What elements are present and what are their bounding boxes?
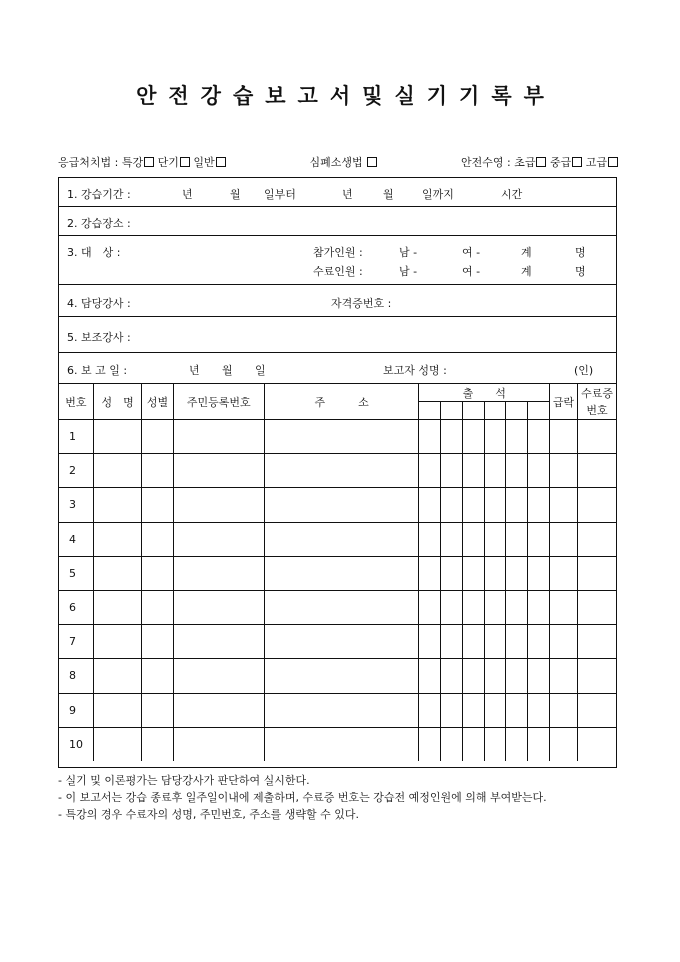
table-cell[interactable]	[484, 693, 506, 727]
table-cell[interactable]	[578, 420, 616, 454]
table-cell[interactable]	[578, 625, 616, 659]
table-cell[interactable]	[462, 590, 484, 624]
table-cell[interactable]	[142, 522, 173, 556]
table-cell[interactable]	[578, 556, 616, 590]
table-cell[interactable]	[528, 659, 550, 693]
male-label: 남 -	[399, 265, 418, 278]
completed-label: 수료인원 :	[313, 265, 363, 278]
table-cell[interactable]	[578, 659, 616, 693]
table-cell[interactable]	[578, 488, 616, 522]
table-cell[interactable]	[419, 693, 441, 727]
table-cell[interactable]	[528, 454, 550, 488]
year-label: 년	[342, 188, 353, 201]
table-cell[interactable]	[93, 625, 142, 659]
table-row	[59, 727, 616, 761]
total-label: 계	[521, 265, 532, 278]
table-cell[interactable]	[264, 420, 419, 454]
title-char: 기	[426, 83, 448, 108]
year-label: 년	[182, 188, 193, 201]
header-cert-number: 수료증 번호	[578, 384, 616, 420]
title-char: 습	[232, 83, 254, 108]
table-cell[interactable]	[173, 625, 264, 659]
table-cell[interactable]	[506, 556, 528, 590]
page-title	[0, 80, 680, 110]
table-cell[interactable]	[419, 727, 441, 761]
table-cell[interactable]	[506, 590, 528, 624]
table-cell[interactable]	[578, 727, 616, 761]
title-char: 서	[329, 83, 351, 108]
table-cell[interactable]	[264, 727, 419, 761]
table-cell[interactable]	[93, 454, 142, 488]
table-cell[interactable]	[578, 590, 616, 624]
title-char: 부	[523, 83, 544, 108]
table-cell[interactable]	[441, 659, 463, 693]
table-cell[interactable]	[173, 556, 264, 590]
table-cell[interactable]	[484, 727, 506, 761]
table-cell[interactable]	[173, 590, 264, 624]
table-cell[interactable]	[441, 727, 463, 761]
table-cell[interactable]	[419, 590, 441, 624]
assistant-label: 5. 보조강사 :	[67, 331, 131, 344]
option-intermediate[interactable]: 중급	[550, 156, 582, 169]
attendee-rows	[59, 420, 616, 761]
header-attendance: 출 석	[419, 384, 550, 402]
table-cell[interactable]	[142, 625, 173, 659]
table-cell[interactable]	[441, 590, 463, 624]
hours-label: 시간	[501, 188, 523, 201]
table-cell[interactable]	[173, 488, 264, 522]
table-row	[59, 522, 616, 556]
header-name: 성 명	[93, 384, 142, 420]
table-cell[interactable]	[550, 727, 578, 761]
table-cell[interactable]	[484, 420, 506, 454]
header-no: 번호	[59, 384, 93, 420]
table-cell[interactable]	[142, 420, 173, 454]
checkbox[interactable]	[367, 157, 377, 167]
table-cell[interactable]	[93, 727, 142, 761]
option-general[interactable]: 일반	[193, 156, 225, 169]
title-char: 록	[491, 83, 512, 108]
table-cell[interactable]	[528, 590, 550, 624]
month-label: 월	[222, 364, 233, 377]
table-cell[interactable]	[441, 693, 463, 727]
row-assistant	[59, 317, 616, 353]
reporter-label: 보고자 성명 :	[383, 364, 447, 377]
row-instructor	[59, 285, 616, 317]
table-cell[interactable]	[462, 693, 484, 727]
table-cell[interactable]	[528, 625, 550, 659]
note-item: - 이 보고서는 강습 종료후 일주일이내에 제출하며, 수료증 번호는 강습전 예정인원에 의해 부여받는다.	[58, 791, 547, 804]
option-advanced[interactable]: 고급	[586, 156, 618, 169]
table-cell[interactable]	[506, 625, 528, 659]
row-number: 4	[59, 522, 93, 556]
table-cell[interactable]	[506, 727, 528, 761]
option-beginner[interactable]: 초급	[514, 156, 546, 169]
table-cell[interactable]	[93, 420, 142, 454]
attendance-cell	[441, 402, 463, 420]
month-label: 월	[230, 188, 241, 201]
note-item: - 실기 및 이론평가는 담당강사가 판단하여 실시한다.	[58, 774, 310, 787]
table-cell[interactable]	[173, 454, 264, 488]
table-cell[interactable]	[264, 454, 419, 488]
checkbox[interactable]	[608, 157, 618, 167]
header-row	[59, 384, 616, 402]
month-label: 월	[383, 188, 394, 201]
table-cell[interactable]	[142, 556, 173, 590]
row-number: 3	[59, 488, 93, 522]
title-char: 전	[168, 83, 189, 108]
row-number: 6	[59, 590, 93, 624]
table-cell[interactable]	[528, 488, 550, 522]
header-grade: 급락	[550, 384, 578, 420]
table-row	[59, 659, 616, 693]
cpr-category[interactable]: 심폐소생법	[309, 154, 377, 170]
female-label: 여 -	[462, 246, 481, 259]
table-cell[interactable]	[578, 454, 616, 488]
table-cell[interactable]	[173, 522, 264, 556]
table-cell[interactable]	[264, 625, 419, 659]
header-address: 주 소	[264, 384, 419, 420]
table-row	[59, 420, 616, 454]
table-cell[interactable]	[441, 488, 463, 522]
notes	[58, 772, 622, 823]
attendance-cell	[484, 402, 506, 420]
period-label: 1. 강습기간 :	[67, 188, 131, 201]
attendance-cell	[462, 402, 484, 420]
report-date-label: 6. 보 고 일 :	[67, 364, 128, 377]
target-label: 3. 대 상 :	[67, 246, 121, 259]
cert-number-label: 자격증번호 :	[331, 297, 392, 310]
table-cell[interactable]	[462, 522, 484, 556]
table-cell[interactable]	[484, 522, 506, 556]
table-cell[interactable]	[462, 420, 484, 454]
table-row	[59, 693, 616, 727]
table-row	[59, 556, 616, 590]
table-cell[interactable]	[419, 420, 441, 454]
table-cell[interactable]	[264, 522, 419, 556]
checkbox[interactable]	[572, 157, 582, 167]
row-number: 5	[59, 556, 93, 590]
table-row	[59, 488, 616, 522]
row-number: 8	[59, 659, 93, 693]
table-cell[interactable]	[506, 693, 528, 727]
title-char: 안	[136, 83, 157, 108]
table-row	[59, 454, 616, 488]
attendee-table	[59, 383, 616, 761]
table-cell[interactable]	[550, 625, 578, 659]
table-row	[59, 590, 616, 624]
table-cell[interactable]	[441, 454, 463, 488]
category-line	[58, 154, 618, 170]
row-period	[59, 178, 616, 207]
table-cell[interactable]	[484, 625, 506, 659]
title-char: 보	[265, 83, 286, 108]
table-cell[interactable]	[93, 556, 142, 590]
checkbox[interactable]	[216, 157, 226, 167]
swim-label: 안전수영 :	[460, 156, 511, 169]
table-cell[interactable]	[419, 659, 441, 693]
table-cell[interactable]	[528, 693, 550, 727]
table-cell[interactable]	[142, 454, 173, 488]
table-cell[interactable]	[550, 693, 578, 727]
participants-label: 참가인원 :	[313, 246, 363, 259]
table-cell[interactable]	[419, 625, 441, 659]
table-cell[interactable]	[419, 488, 441, 522]
table-cell[interactable]	[93, 590, 142, 624]
header-id-number: 주민등록번호	[173, 384, 264, 420]
table-cell[interactable]	[484, 556, 506, 590]
row-number: 10	[59, 727, 93, 761]
table-cell[interactable]	[528, 522, 550, 556]
table-cell[interactable]	[142, 488, 173, 522]
table-cell[interactable]	[441, 625, 463, 659]
table-cell[interactable]	[462, 727, 484, 761]
title-char: 기	[459, 83, 480, 108]
checkbox[interactable]	[144, 157, 154, 167]
table-cell[interactable]	[550, 420, 578, 454]
table-cell[interactable]	[550, 590, 578, 624]
row-report	[59, 353, 616, 383]
attendance-cell	[419, 402, 441, 420]
table-cell[interactable]	[528, 420, 550, 454]
female-label: 여 -	[462, 265, 481, 278]
row-number: 9	[59, 693, 93, 727]
day-label: 일	[255, 364, 266, 377]
table-cell[interactable]	[264, 590, 419, 624]
table-cell[interactable]	[506, 659, 528, 693]
persons-label: 명	[575, 265, 586, 278]
table-cell[interactable]	[550, 522, 578, 556]
table-cell[interactable]	[142, 590, 173, 624]
table-cell[interactable]	[506, 420, 528, 454]
year-label: 년	[189, 364, 200, 377]
table-cell[interactable]	[506, 454, 528, 488]
table-cell[interactable]	[264, 488, 419, 522]
title-char: 및	[362, 83, 383, 108]
table-cell[interactable]	[264, 693, 419, 727]
title-char: 실	[394, 83, 415, 108]
table-cell[interactable]	[93, 488, 142, 522]
row-target	[59, 236, 616, 285]
seal-label: (인)	[574, 364, 594, 377]
attendance-cell	[506, 402, 528, 420]
report-form	[58, 177, 617, 768]
row-number: 7	[59, 625, 93, 659]
table-cell[interactable]	[550, 659, 578, 693]
until-label: 일까지	[422, 188, 454, 201]
table-cell[interactable]	[264, 556, 419, 590]
first-aid-category	[58, 154, 226, 170]
from-label: 일부터	[264, 188, 296, 201]
table-cell[interactable]	[93, 522, 142, 556]
table-cell[interactable]	[173, 693, 264, 727]
table-cell[interactable]	[264, 659, 419, 693]
table-cell[interactable]	[142, 727, 173, 761]
table-cell[interactable]	[173, 420, 264, 454]
note-item: - 특강의 경우 수료자의 성명, 주민번호, 주소를 생략할 수 있다.	[58, 808, 359, 821]
option-special[interactable]: 특강	[122, 156, 154, 169]
table-cell[interactable]	[462, 659, 484, 693]
table-cell[interactable]	[578, 693, 616, 727]
table-cell[interactable]	[462, 625, 484, 659]
header-gender: 성별	[142, 384, 173, 420]
attendance-cell	[528, 402, 550, 420]
table-cell[interactable]	[462, 556, 484, 590]
table-cell[interactable]	[484, 659, 506, 693]
place-label: 2. 강습장소 :	[67, 217, 131, 230]
first-aid-label: 응급처치법 :	[58, 156, 119, 169]
table-cell[interactable]	[484, 454, 506, 488]
table-cell[interactable]	[419, 556, 441, 590]
table-cell[interactable]	[578, 522, 616, 556]
table-cell[interactable]	[550, 454, 578, 488]
swim-category	[461, 154, 618, 170]
table-cell[interactable]	[173, 727, 264, 761]
table-cell[interactable]	[484, 590, 506, 624]
table-cell[interactable]	[142, 659, 173, 693]
row-number: 2	[59, 454, 93, 488]
table-cell[interactable]	[441, 522, 463, 556]
table-cell[interactable]	[484, 488, 506, 522]
table-cell[interactable]	[506, 488, 528, 522]
table-cell[interactable]	[142, 693, 173, 727]
checkbox[interactable]	[536, 157, 546, 167]
table-cell[interactable]	[550, 488, 578, 522]
table-row	[59, 625, 616, 659]
male-label: 남 -	[399, 246, 418, 259]
checkbox[interactable]	[180, 157, 190, 167]
table-cell[interactable]	[441, 556, 463, 590]
title-char: 고	[297, 83, 318, 108]
option-short[interactable]: 단기	[158, 156, 190, 169]
table-cell[interactable]	[173, 659, 264, 693]
table-cell[interactable]	[441, 420, 463, 454]
instructor-label: 4. 담당강사 :	[67, 297, 131, 310]
table-cell[interactable]	[528, 556, 550, 590]
table-cell[interactable]	[462, 488, 484, 522]
table-cell[interactable]	[419, 454, 441, 488]
row-place	[59, 207, 616, 236]
row-number: 1	[59, 420, 93, 454]
persons-label: 명	[575, 246, 586, 259]
table-cell[interactable]	[462, 454, 484, 488]
title-char: 강	[200, 83, 221, 108]
table-cell[interactable]	[93, 659, 142, 693]
table-cell[interactable]	[93, 693, 142, 727]
table-cell[interactable]	[419, 522, 441, 556]
table-cell[interactable]	[550, 556, 578, 590]
total-label: 계	[521, 246, 532, 259]
table-cell[interactable]	[528, 727, 550, 761]
table-cell[interactable]	[506, 522, 528, 556]
